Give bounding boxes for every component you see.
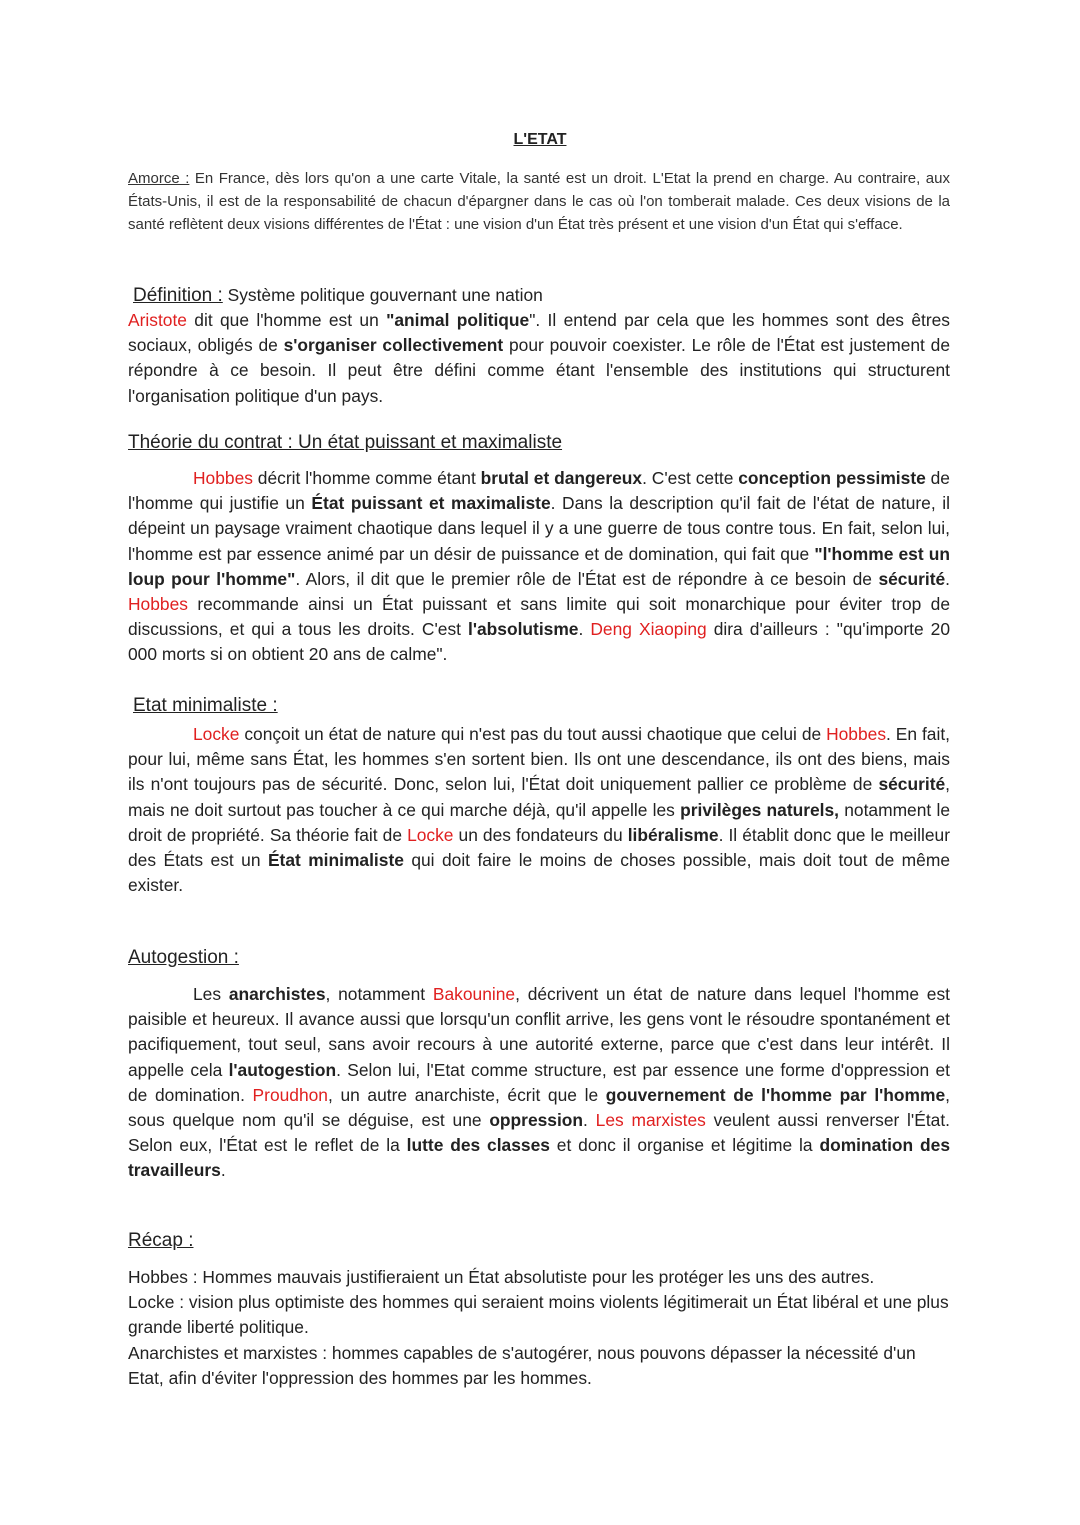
recap-list bbox=[128, 1265, 950, 1391]
text-span: . bbox=[945, 568, 950, 589]
amorce-label: Amorce : bbox=[128, 170, 190, 187]
text-span: . bbox=[578, 619, 591, 640]
bold-term: conception pessimiste bbox=[738, 468, 926, 488]
bold-term: sécurité bbox=[878, 774, 946, 795]
text-span: . Il établit donc que le meilleur des États est un bbox=[128, 824, 951, 871]
bold-term: État puissant et maximaliste bbox=[311, 493, 551, 514]
definition-heading bbox=[133, 283, 543, 308]
name-hobbes: Hobbes bbox=[826, 724, 887, 744]
minimaliste-paragraph bbox=[128, 722, 950, 898]
text-span: , décrivent un état de nature dans lequel l'homme est paisible et heureux. Il avance aussi que lorsqu'un conflit arrive, les gens vont le résoudre spontanément et pacifiquement, tout seul, sans avoir recours à une autorité externe, parce que c'est dans leur intérêt. Il appelle cela bbox=[128, 984, 950, 1080]
bold-term: brutal et dangereux bbox=[480, 468, 643, 488]
text-span: décrit l'homme comme étant bbox=[252, 468, 481, 488]
text-span: dit que l'homme est un bbox=[186, 310, 387, 330]
text-span: . En fait, pour lui, même sans État, les hommes s'en sortent bien. Ils ont une descendance, ils ont des biens, mais ils n'ont toujours pas de sécurité. Donc, selon lui, l'État doit uniquement pallier ce problème de bbox=[128, 724, 950, 795]
text-span: recommande ainsi un État puissant et sans limite qui soit monarchique pour éviter trop de discussions, et qui a tous les droits. C'est bbox=[128, 594, 950, 640]
text-span: de l'homme qui justifie un bbox=[128, 468, 950, 514]
text-span: , mais ne doit surtout pas toucher à ce qui marche déjà, qu'il appelle les bbox=[128, 774, 950, 820]
text-span: . C'est cette bbox=[642, 468, 739, 488]
text-span: , notamment bbox=[325, 984, 433, 1004]
bold-term: domination des travailleurs bbox=[128, 1135, 950, 1181]
name-hobbes: Hobbes bbox=[128, 594, 188, 615]
text-span: notamment le droit de propriété. Sa théorie fait de bbox=[128, 799, 950, 845]
autogestion-heading: Autogestion : bbox=[128, 947, 239, 968]
bold-term: privilèges naturels, bbox=[680, 799, 840, 820]
bold-term: sécurité bbox=[878, 568, 946, 589]
text-span: . Alors, il dit que le premier rôle de l'État est de répondre à ce besoin de bbox=[295, 568, 879, 589]
bold-term: libéralisme bbox=[627, 824, 719, 845]
bold-term: lutte des classes bbox=[406, 1135, 550, 1156]
text-span: qui doit faire le moins de choses possible, mais doit tout de même exister. bbox=[128, 850, 950, 896]
text-span: conçoit un état de nature qui n'est pas du tout aussi chaotique que celui de bbox=[239, 724, 827, 744]
name-hobbes: Hobbes bbox=[193, 468, 253, 488]
bold-term: l'autogestion bbox=[228, 1059, 337, 1080]
name-deng-xiaoping: Deng Xiaoping bbox=[590, 619, 707, 640]
bold-term: l'absolutisme bbox=[468, 619, 579, 640]
name-locke: Locke bbox=[407, 824, 454, 845]
name-les-marxistes: Les marxistes bbox=[595, 1110, 706, 1131]
text-span: . bbox=[220, 1160, 226, 1181]
contrat-heading: Théorie du contrat : Un état puissant et maximaliste bbox=[128, 432, 563, 453]
text-span: un des fondateurs du bbox=[453, 824, 628, 845]
bold-term: "animal politique bbox=[386, 310, 530, 330]
text-span: et donc il organise et légitime la bbox=[549, 1135, 820, 1156]
name-locke: Locke bbox=[193, 724, 240, 744]
definition-text: Système politique gouvernant une nation bbox=[222, 285, 543, 305]
definition-paragraph bbox=[128, 308, 950, 409]
bold-term: s'organiser collectivement bbox=[283, 335, 504, 356]
bold-term: gouvernement de l'homme par l'homme bbox=[605, 1084, 946, 1105]
text-span: , un autre anarchiste, écrit que le bbox=[327, 1084, 606, 1105]
bold-term: État minimaliste bbox=[267, 850, 404, 871]
amorce-paragraph bbox=[128, 168, 950, 236]
name-bakounine: Bakounine bbox=[432, 984, 516, 1004]
text-span: . Selon lui, l'Etat comme structure, est par essence une forme d'oppression et de domination. bbox=[128, 1059, 950, 1105]
amorce-text: En France, dès lors qu'on a une carte Vitale, la santé est un droit. L'Etat la prend en charge. Au contraire, aux États-Unis, il est de la responsabilité de chacun d'épargner dans le cas où l'on tomberait malade. Ces deux visions de la santé reflètent deux visions différentes de l'État : une vision d'un État très présent et une vision d'un État qui s'efface. bbox=[128, 170, 950, 233]
text-span: . bbox=[583, 1110, 596, 1131]
name-aristote: Aristote bbox=[128, 310, 187, 330]
recap-line-hobbes: Hobbes : Hommes mauvais justifieraient un État absolutiste pour les protéger les uns des autres. bbox=[128, 1267, 875, 1287]
bold-term: oppression bbox=[489, 1110, 584, 1131]
recap-line-locke: Locke : vision plus optimiste des hommes qui seraient moins violents légitimerait un État libéral et une plus grande liberté politique. bbox=[128, 1292, 949, 1338]
text-span: ". Il entend par cela que les hommes sont des êtres sociaux, obligés de bbox=[128, 310, 951, 356]
text-span: Les bbox=[193, 984, 229, 1004]
text-span: . Dans la description qu'il fait de l'état de nature, il dépeint un paysage vraiment chaotique dans lequel il y a une guerre de tous contre tous. En fait, selon lui, l'homme est par essence animé par un désir de puissance et de domination, qui fait que bbox=[128, 493, 951, 564]
text-span: pour pouvoir coexister. Le rôle de l'État est justement de répondre à ce besoin. Il peut être défini comme étant l'ensemble des institutions qui structurent l'organisation politique d'un pays. bbox=[128, 335, 950, 406]
text-span: , sous quelque nom qu'il se déguise, est une bbox=[128, 1084, 950, 1131]
name-proudhon: Proudhon bbox=[252, 1084, 328, 1105]
minimaliste-heading: Etat minimaliste : bbox=[133, 695, 278, 716]
bold-term: "l'homme est un loup pour l'homme" bbox=[128, 543, 950, 589]
recap-heading: Récap : bbox=[128, 1230, 194, 1251]
text-span: veulent aussi renverser l'État. Selon eux, l'État est le reflet de la bbox=[128, 1110, 951, 1156]
autogestion-paragraph bbox=[128, 982, 950, 1184]
contrat-paragraph bbox=[128, 466, 950, 668]
page-title: L'ETAT bbox=[513, 131, 567, 148]
bold-term: anarchistes bbox=[228, 984, 326, 1004]
recap-line-anarchistes: Anarchistes et marxistes : hommes capables de s'autogérer, nous pouvons dépasser la nécessité d'un Etat, afin d'éviter l'oppression des hommes par les hommes. bbox=[128, 1342, 916, 1388]
text-span: dira d'ailleurs : "qu'importe 20 000 morts si on obtient 20 ans de calme". bbox=[128, 619, 951, 665]
definition-label: Définition : bbox=[133, 285, 223, 306]
